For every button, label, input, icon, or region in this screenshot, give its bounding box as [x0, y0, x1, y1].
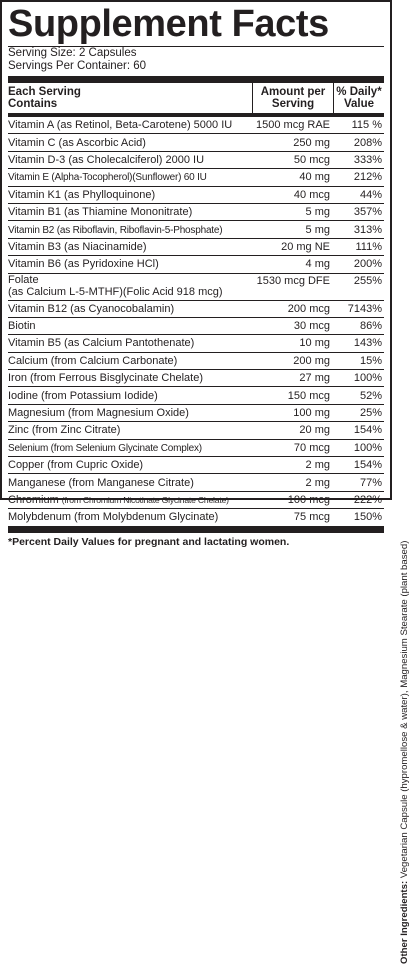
nutrient-name: Iron (from Ferrous Bisglycinate Chelate)	[8, 372, 204, 385]
nutrient-daily-value: 25%	[359, 407, 382, 420]
nutrient-amount: 20 mg NE	[281, 240, 330, 253]
nutrient-amount: 5 mg	[305, 206, 330, 219]
nutrient-name: Selenium (from Selenium Glycinate Complex)	[8, 442, 202, 454]
other-ingredients-label: Other Ingredients:	[399, 880, 410, 964]
nutrient-amount: 100 mcg	[287, 494, 330, 506]
nutrient-name: Chromium (from Chromium Nicotinate Glycinate Chelate)	[8, 494, 229, 506]
table-row	[8, 473, 384, 490]
nutrient-daily-value: 154%	[353, 424, 382, 437]
header-amount: Amount per Serving	[252, 83, 333, 113]
header-daily-value: % Daily* Value	[333, 83, 384, 113]
serving-size: Serving Size: 2 Capsules	[8, 47, 137, 59]
table-row	[8, 203, 384, 220]
table-row	[8, 133, 384, 150]
nutrient-name: Vitamin A (as Retinol, Beta-Carotene) 5000 IU	[8, 119, 233, 132]
nutrient-amount: 2 mg	[305, 476, 330, 489]
nutrient-daily-value: 77%	[359, 476, 382, 489]
table-row	[8, 352, 384, 369]
nutrient-table	[8, 116, 384, 526]
nutrient-daily-value: 115 %	[351, 119, 382, 132]
table-row	[8, 508, 384, 525]
nutrient-amount: 75 mcg	[293, 511, 330, 524]
nutrient-name: Zinc (from Zinc Citrate)	[8, 424, 121, 437]
table-row	[8, 255, 384, 272]
table-row	[8, 317, 384, 334]
table-row	[8, 273, 384, 300]
nutrient-daily-value: 100%	[353, 441, 382, 454]
nutrient-amount: 1530 mcg DFE	[256, 274, 330, 287]
table-row	[8, 369, 384, 386]
nutrient-name: Magnesium (from Magnesium Oxide)	[8, 407, 189, 420]
other-ingredients-list: Vegetarian Capsule (hypromellose & water), Magnesium Stearate (plant based)	[399, 540, 410, 879]
nutrient-amount: 1500 mcg RAE	[256, 119, 330, 132]
nutrient-daily-value: 150%	[353, 511, 382, 524]
table-row	[8, 404, 384, 421]
nutrient-amount: 200 mg	[293, 354, 330, 367]
nutrient-daily-value: 200%	[353, 258, 382, 271]
header-divider	[8, 76, 384, 83]
nutrient-name: Vitamin K1 (as Phylloquinone)	[8, 188, 156, 201]
nutrient-amount: 70 mcg	[293, 441, 330, 454]
nutrient-amount: 200 mcg	[287, 302, 330, 315]
table-row	[8, 421, 384, 438]
nutrient-amount: 2 mg	[305, 459, 330, 472]
nutrient-name: Vitamin B12 (as Cyanocobalamin)	[8, 302, 175, 315]
nutrient-daily-value: 52%	[359, 389, 382, 402]
nutrient-daily-value: 7143%	[347, 302, 382, 315]
table-header	[8, 83, 384, 113]
nutrient-daily-value: 212%	[353, 171, 382, 184]
nutrient-amount: 40 mg	[299, 171, 330, 184]
nutrient-name: Vitamin B3 (as Niacinamide)	[8, 240, 147, 253]
table-row	[8, 456, 384, 473]
nutrient-name: Vitamin B1 (as Thiamine Mononitrate)	[8, 206, 193, 219]
nutrient-name: Molybdenum (from Molybdenum Glycinate)	[8, 511, 219, 524]
table-row	[8, 334, 384, 351]
nutrient-amount: 50 mcg	[293, 153, 330, 166]
nutrient-amount: 27 mg	[299, 372, 330, 385]
nutrient-amount: 100 mg	[293, 407, 330, 420]
nutrient-amount: 4 mg	[305, 258, 330, 271]
header-nutrient: Each Serving Contains	[8, 85, 81, 110]
nutrient-daily-value: 313%	[353, 223, 382, 236]
table-row	[8, 300, 384, 317]
nutrient-name: Biotin	[8, 320, 36, 333]
table-row	[8, 186, 384, 203]
nutrient-daily-value: 15%	[359, 354, 382, 367]
nutrient-daily-value: 86%	[359, 320, 382, 333]
nutrient-daily-value: 100%	[353, 372, 382, 385]
panel-title: Supplement Facts	[8, 3, 329, 45]
nutrient-name: Vitamin E (Alpha-Tocopherol)(Sunflower) 60 IU	[8, 172, 207, 184]
footer-divider	[8, 526, 384, 533]
table-row	[8, 439, 384, 456]
table-row	[8, 220, 384, 237]
nutrient-daily-value: 44%	[359, 188, 382, 201]
table-row	[8, 116, 384, 133]
table-row	[8, 168, 384, 185]
nutrient-daily-value: 333%	[353, 153, 382, 166]
table-row	[8, 491, 384, 508]
nutrient-daily-value: 208%	[353, 136, 382, 149]
nutrient-name: Manganese (from Manganese Citrate)	[8, 476, 194, 489]
nutrient-amount: 250 mg	[293, 136, 330, 149]
nutrient-name: Folate (as Calcium L-5-MTHF)(Folic Acid 918 mcg)	[8, 275, 223, 298]
nutrient-name: Iodine (from Potassium Iodide)	[8, 389, 158, 402]
nutrient-amount: 150 mcg	[287, 389, 330, 402]
servings-per-container: Servings Per Container: 60	[8, 60, 147, 72]
nutrient-daily-value: 143%	[353, 337, 382, 350]
nutrient-name: Vitamin D-3 (as Cholecalciferol) 2000 IU	[8, 153, 205, 166]
nutrient-name: Vitamin B5 (as Calcium Pantothenate)	[8, 337, 195, 350]
nutrient-name: Copper (from Cupric Oxide)	[8, 459, 144, 472]
nutrient-daily-value: 154%	[353, 459, 382, 472]
nutrient-amount: 20 mg	[299, 424, 330, 437]
other-ingredients-sidebar	[396, 2, 414, 964]
nutrient-amount: 40 mcg	[293, 188, 330, 201]
daily-value-footnote: *Percent Daily Values for pregnant and lactating women.	[8, 535, 290, 548]
nutrient-daily-value: 222%	[353, 494, 382, 506]
nutrient-amount: 30 mcg	[293, 320, 330, 333]
table-row	[8, 238, 384, 255]
other-ingredients-text	[398, 484, 412, 964]
nutrient-name: Vitamin C (as Ascorbic Acid)	[8, 136, 146, 149]
nutrient-name: Calcium (from Calcium Carbonate)	[8, 354, 178, 367]
nutrient-daily-value: 255%	[353, 274, 382, 287]
nutrient-daily-value: 357%	[353, 206, 382, 219]
nutrient-amount: 5 mg	[305, 223, 330, 236]
table-row	[8, 386, 384, 403]
table-row	[8, 151, 384, 168]
nutrient-daily-value: 111%	[355, 240, 382, 253]
nutrient-amount: 10 mg	[299, 337, 330, 350]
nutrient-name: Vitamin B6 (as Pyridoxine HCl)	[8, 258, 159, 271]
nutrient-name: Vitamin B2 (as Riboflavin, Riboflavin-5-Phosphate)	[8, 224, 223, 236]
